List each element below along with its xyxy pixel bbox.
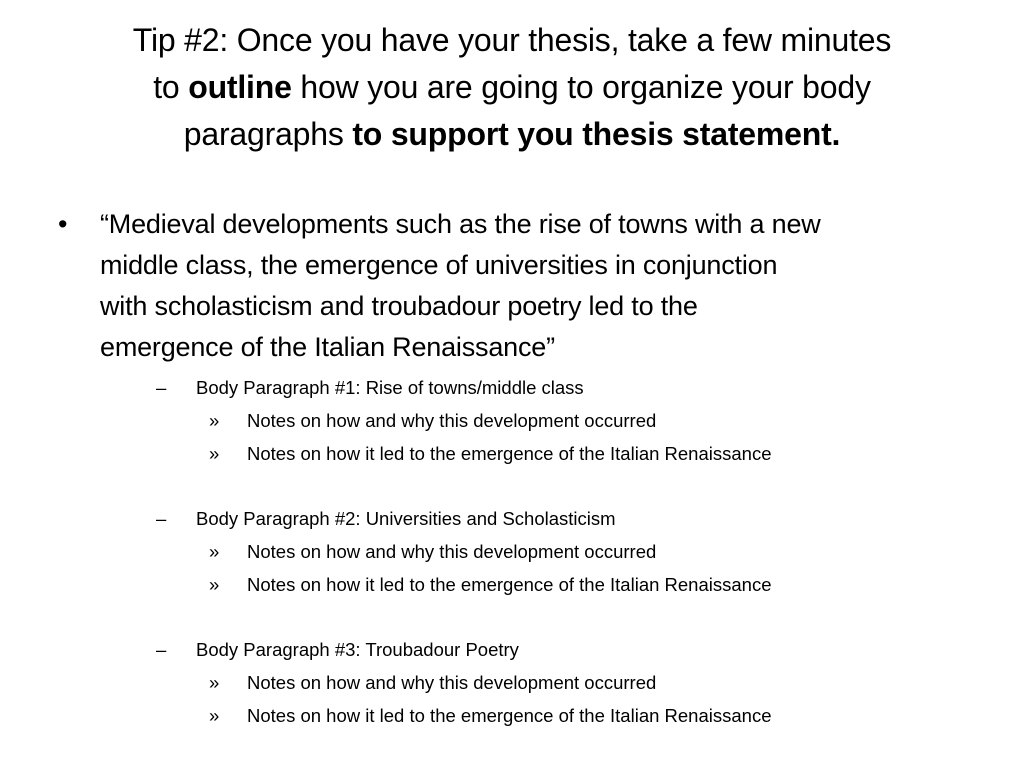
- title-line-2-prefix: to: [153, 69, 189, 105]
- paragraph-2-note-1-text: Notes on how and why this development occurred: [247, 541, 657, 562]
- title-line-3: [60, 111, 964, 158]
- thesis-line-4-text: emergence of the Italian Renaissance”: [100, 332, 555, 362]
- paragraph-1-heading-text: Body Paragraph #1: Rise of towns/middle class: [196, 377, 584, 398]
- chevron-icon: »: [209, 410, 220, 431]
- thesis-line-4: [58, 327, 978, 368]
- paragraph-1-note-2-text: Notes on how it led to the emergence of the Italian Renaissance: [247, 443, 772, 464]
- thesis-line-1: [58, 204, 978, 245]
- title-line-1: [60, 17, 964, 64]
- chevron-icon: »: [209, 443, 220, 464]
- thesis-line-3: [58, 286, 978, 327]
- chevron-icon: »: [209, 541, 220, 562]
- title-line-1-text: Tip #2: Once you have your thesis, take a few minutes: [132, 22, 892, 58]
- paragraph-3-heading-text: Body Paragraph #3: Troubadour Poetry: [196, 639, 519, 660]
- thesis-line-2-text: middle class, the emergence of universities in conjunction: [100, 250, 778, 280]
- title-emphasis-support: to support you thesis statement.: [352, 116, 841, 152]
- chevron-icon: »: [209, 705, 220, 726]
- thesis-line-1-text: “Medieval developments such as the rise of towns with a new: [100, 209, 821, 239]
- thesis-bullet: [58, 204, 978, 368]
- title-line-2: [60, 64, 964, 111]
- chevron-icon: »: [209, 574, 220, 595]
- thesis-line-3-text: with scholasticism and troubadour poetry led to the: [100, 291, 698, 321]
- dash-icon: –: [156, 377, 167, 398]
- slide-title: [60, 17, 964, 158]
- title-emphasis-outline: outline: [188, 69, 292, 105]
- paragraph-2-heading-text: Body Paragraph #2: Universities and Scholasticism: [196, 508, 616, 529]
- dash-icon: –: [156, 639, 167, 660]
- title-line-2-suffix: how you are going to organize your body: [291, 69, 871, 105]
- paragraph-3-note-1-text: Notes on how and why this development occurred: [247, 672, 657, 693]
- bullet-dot-icon: •: [58, 209, 68, 239]
- paragraph-3-note-2-text: Notes on how it led to the emergence of the Italian Renaissance: [247, 705, 772, 726]
- paragraph-2-note-2-text: Notes on how it led to the emergence of the Italian Renaissance: [247, 574, 772, 595]
- thesis-line-2: [58, 245, 978, 286]
- chevron-icon: »: [209, 672, 220, 693]
- title-line-3-prefix: paragraphs: [183, 116, 353, 152]
- dash-icon: –: [156, 508, 167, 529]
- paragraph-1-note-1-text: Notes on how and why this development occurred: [247, 410, 657, 431]
